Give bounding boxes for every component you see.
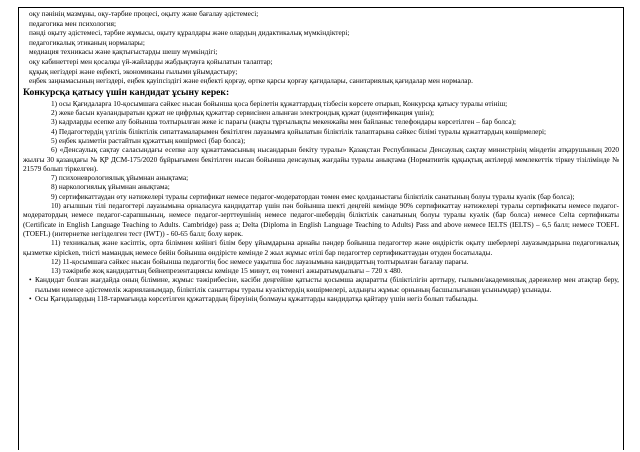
knowledge-line: еңбек заңнамасының негіздері, еңбек қауіпсіздігі және еңбекті қорғау, өртке қарсы қорғау қағидалары, санитариялық қағидалар мен нормалар. <box>29 76 474 86</box>
requirement-item: 2) жеке басын куәландыратын құжат не цифрлық құжаттар сервисінен алынған электрондық құжат (идентификация үшін); <box>51 108 435 118</box>
requirement-item: 6) «Денсаулық сақтау саласындағы есепке алу құжаттамасының нысандарын бекіту туралы» Қазақстан Республикасы Денсаулық сақтау министрінің міндетін атқарушының 2020 жылғы 30 қазандағы № ҚР ДСМ-175/2020 бұйрығымен бекітілген нысан бойынша денсаулық жағдайы туралы анықтама (Нормативтік құқықтық актілерді мемлекеттік тіркеу тізілімінде № 21579 болып тіркелген). <box>23 145 619 173</box>
knowledge-line: педагогикалық этиканың нормалары; <box>29 37 145 47</box>
section-heading: Конкурсқа қатысу үшін кандидат ұсыну керек: <box>23 86 230 98</box>
knowledge-line: пәнді оқыту әдістемесі, тәрбие жұмысы, оқыту құралдары және олардың дидактикалық мүмкіндіктері; <box>29 28 350 38</box>
requirement-item: 11) техникалық және кәсіптік, орта білімнен кейінгі білім беру ұйымдарына арнайы пәндер бойынша педагогтер және өндірістік оқыту шеберлері лауазымдарына педагогикалық қызметке кірісken, тиісті мамандық немесе бейін бойынша өндірісте кемінде 2 жыл жұмыс өтілі бар педагогтер сертификаттаудан өтуден босатылады. <box>23 238 619 257</box>
requirement-item: 7) психоневрологиялық ұйымнан анықтама; <box>51 173 189 183</box>
note-bullet <box>23 294 619 303</box>
bullet-dot-icon: • <box>29 293 32 303</box>
document-frame <box>18 7 624 450</box>
bullet-dot-icon: • <box>29 275 32 285</box>
requirement-item: 12) 11-қосымшаға сәйкес нысан бойынша педагогтің бос немесе уақытша бос лауазымына кандидаттың толтырылған бағалау парағы. <box>51 256 469 266</box>
knowledge-line: құқық негіздері және еңбекті, экономиканы ғылыми ұйымдастыру; <box>29 66 238 76</box>
notes-list <box>23 275 619 303</box>
requirement-item: 9) сертификаттаудан өту нәтижелері туралы сертификат немесе педагог-модератордан төмен емес қолданыстағы біліктілік санатының болуы туралы куәлік (бар болса); <box>51 191 575 201</box>
requirement-item: 3) кадрларды есепке алу бойынша толтырылған жеке іс парағы (нақты тұрғылықты мекенжайы мен байланыс телефондары көрсетілген – бар болса); <box>51 117 517 127</box>
requirement-item: 5) еңбек қызметін растайтын құжаттың көшірмесі (бар болса); <box>51 135 246 145</box>
requirement-item: 10) ағылшын тілі педагогтері лауазымына орналасуға кандидаттар үшін пән бойынша шекті деңгейі кемінде 90% сертификаттау нәтижелері туралы сертификаты немесе педагог-модератордың немесе педагог-сарапшының, немесе педагог-зерттеушінің немесе педагог-шебердің біліктілік санатының болуы туралы куәлік (бар болса) немесе Celta сертификаты (Certificate in English Language Teaching to Adults. Cambridge) pass a; Delta (Diploma in English Language Teaching to Adults) Pass and above немесе IELTS (IELTS) – 6,5 балл; немесе TOEFL (TOEFL) (интернетке негізделген тест (IWT)) - 60-65 балл; болу керек. <box>23 201 619 238</box>
requirements-list <box>23 99 619 276</box>
knowledge-line: медиация техникасы және қақтығыстарды шешу мүмкіндігі; <box>29 47 218 57</box>
knowledge-line: оқу пәнінің мазмұны, оқу-тәрбие процесі, оқыту және бағалау әдістемесі; <box>29 9 259 18</box>
requirement-item: 13) тәжірибе жоқ кандидаттың бейнепрезентациясы кемінде 15 минут, ең төменгі ажыратымдылығы – 720 x 480. <box>51 266 403 276</box>
knowledge-list <box>23 9 619 86</box>
requirement-item: 1) осы Қағидаларға 10-қосымшаға сәйкес нысан бойынша қоса берілетін құжаттардың тізбесін көрсете отырып, Конкурсқа қатысу туралы өтініш; <box>51 98 508 108</box>
knowledge-line: педагогика мен психология; <box>29 18 116 28</box>
note-text: Кандидат болған жағдайда оның білімине, жұмыс тәжірибесіне, кәсіби деңгейіне қатысты қосымша ақпаратты (біліктілігін арттыру, ғылыми/академиялық дәрежелер мен атақтар беру, ғылыми немесе әдістемелік жарияланымдар, біліктілік санаттары туралы куәліктердің көшірмелері, алдыңғы жұмыс орнының басшылығынан ұсынымдар) ұсынады. <box>35 275 619 294</box>
note-bullet <box>23 275 619 294</box>
knowledge-line: оқу кабинеттері мен қосалқы үй-жайларды жабдықтауға қойылатын талаптар; <box>29 56 273 66</box>
note-text: Осы Қағидалардың 118-тармағында көрсетілген құжаттардың біреуінің болмауы құжаттарды кандидатқа қайтару үшін негіз болып табылады. <box>35 293 478 303</box>
requirement-item: 8) наркологиялық ұйымнан анықтама; <box>51 182 170 192</box>
requirement-item: 4) Педагогтердің үлгілік біліктілік сипаттамаларымен бекітілген лауазымға қойылатын біліктілік талаптарына сәйкес білімі туралы құжаттардың көшірмелері; <box>51 126 547 136</box>
